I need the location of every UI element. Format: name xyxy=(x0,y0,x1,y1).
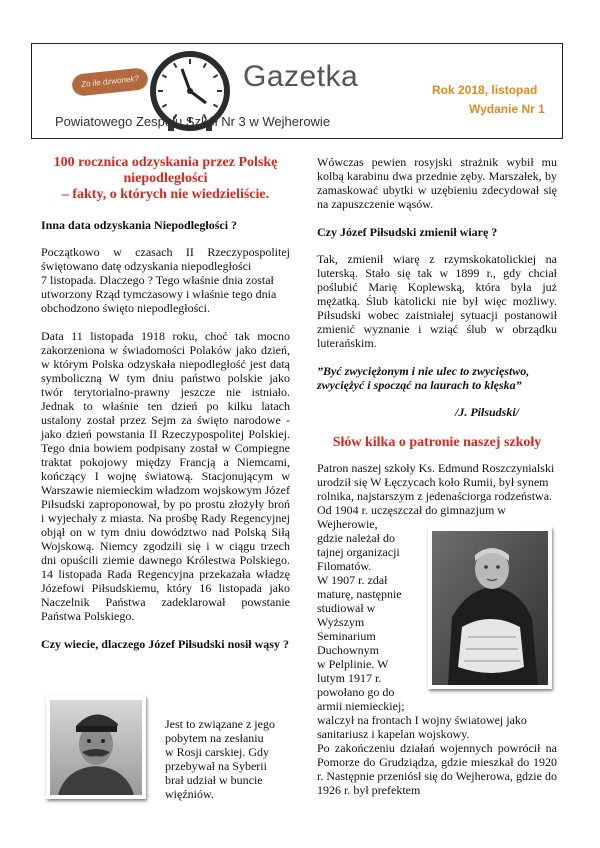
portrait-image xyxy=(428,527,552,689)
issue-date: Rok 2018, listopad xyxy=(432,83,538,97)
newspaper-subtitle: Powiatowego Zespołu Szkół Nr 3 w Wejherowie xyxy=(55,114,331,129)
speech-bubble: Zo ile dzwonek? xyxy=(71,67,149,97)
paragraph: Wówczas pewien rosyjski strażnik wybił mu kolbą karabinu dwa przednie zęby. Marszałek, by zamaskować ubytki w uzębieniu zdecydował się na zapuszczenie wąsów. xyxy=(317,155,557,211)
question-heading: Inna data odzyskania Niepodległości ? xyxy=(41,218,238,232)
portrait-image xyxy=(46,696,146,799)
paragraph: Początkowo w czasach II Rzeczypospolitej świętowano datę odzyskania niepodległości 7 listopada. Dlaczego ? Tego właśnie dnia został utworzony Rząd tymczasowy i właśnie tego dnia obchodzono święto niepodległości. xyxy=(41,245,290,315)
question-heading: Czy wiecie, dlaczego Józef Piłsudski nosił wąsy ? xyxy=(41,637,289,651)
paragraph: Tak, zmienił wiarę z rzymskokatolickiej na luterską. Stało się tak w 1899 r., gdy chciał poślubić Marię Koplewską, która była już mężatką. Ślub katolicki nie był więc możliwy. Piłsudski wobec zaistniałej sytuacji postanowił zmienić wyznanie i wziąć ślub w obrządku luterańskim. xyxy=(317,252,557,350)
question-heading: Czy Józef Piłsudski zmienił wiarę ? xyxy=(317,225,498,239)
newspaper-title: Gazetka xyxy=(243,60,359,93)
narrow-text: Wejherowie, gdzie należał do tajnej organizacji Filomatów. W 1907 r. zdał maturę, następnie studiował w Wyższym Seminarium Duchownym w Pelplinie. W lutym 1917 r. powołano go do armii niemieckiej; xyxy=(317,517,405,713)
paragraph: Po zakończeniu działań wojennych powrócił na Pomorze do Grudziądza, gdzie mieszkał do 1920 r. Następnie przeniósł się do Wejherowa, gdzie do 1926 r. był prefektem xyxy=(317,741,557,797)
patron-photo xyxy=(428,527,552,689)
photo-caption-text: Jest to związane z jego pobytem na zesłaniu w Rosji carskiej. Gdy przebywał na Syberii brał udział w buncie więźniów. xyxy=(165,717,275,801)
section-heading: Słów kilka o patronie naszej szkoły xyxy=(332,435,542,450)
patron-paragraph: Patron naszej szkoły Ks. Edmund Roszczynialski urodził się W Łęczycach koło Rumii, był synem rolnika, najstarszym z jedenaściorga rodzeństwa. Od 1904 r. uczęszczał do gimnazjum w Wejherowie, gdzie należał do tajnej organizacji Filomatów. W 1907 r. zdał maturę, następnie studiował w Wyższym Seminarium Duchownym w Pelplinie. W lutym 1917 r. powołano go do armii niemieckiej; walczył na frontach I wojny światowej jako sanitariusz i kapelan wojskowy. xyxy=(317,461,555,741)
paragraph: Data 11 listopada 1918 roku, choć tak mocno zakorzeniona w świadomości Polaków jako dzień, w którym Polska odzyskała niepodległość jest datą symboliczną W tym dniu państwo polskie jako twór terytorialno-prawny jeszcze nie istniało. Jednak to właśnie ten dzień po kilku latach ustalony został przez Sejm za święto narodowe - jako dzień powstania II Rzeczypospolitej Polskiej. Tego dnia bowiem podpisany został w Compiegne traktat pokojowy między Francją a Niemcami, kończący I wojnę światową. Stacjonującym w Warszawie niemieckim władzom wojskowym Józef Piłsudski zaproponował, by po prostu złożyły broń i wyjechały z miasta. Na prośbę Rady Regencyjnej objął on w tym dniu dowództwo nad Polską Siłą Wojskową. Niemcy zgodzili się i w ciągu trzech dni opuścili ziemie dawnego Królestwa Polskiego. 14 listopada Rada Regencyjna przekazała władzę Józefowi Piłsudskiemu, który 16 listopada jako Naczelnik Państwa zadeklarował powstanie Państwa Polskiego. xyxy=(41,329,290,623)
left-column xyxy=(41,155,290,664)
quote: ”Być zwyciężonym i nie ulec to zwycięstwo, zwyciężyć i spocząć na laurach to klęska” xyxy=(317,364,530,392)
issue-number: Wydanie Nr 1 xyxy=(469,102,545,116)
pilsudski-photo xyxy=(46,696,146,799)
quote-signature: /J. Piłsudski/ xyxy=(454,405,519,419)
right-column xyxy=(317,155,557,811)
article-headline: 100 rocznica odzyskania przez Polskę niepodległości – fakty, o których nie wiedzieliście. xyxy=(53,155,278,202)
